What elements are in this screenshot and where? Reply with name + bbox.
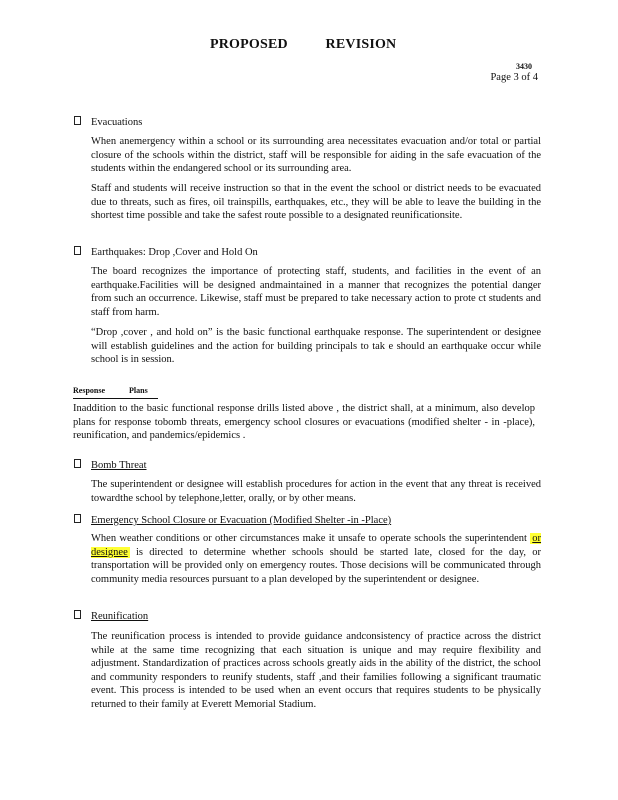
- earthquakes-paragraph-2: “Drop ,cover , and hold on” is the basic functional earthquake response. The superintendent or designee will establish guidelines and the action for building principals to tak e should an earthquake occur while school is in session.: [91, 327, 541, 366]
- response-plans-paragraph: Inaddition to the basic functional response drills listed above , the district shall, at a minimum, also develop plans for response tobomb threats, emergency school closures or evacuations (modified shelter - in -place), reunification, and pandemics/epidemics .: [73, 403, 535, 442]
- reunification-paragraph: The reunification process is intended to provide guidance andconsistency of practice across the district while at the same time recognizing that each situation is unique and may require flexibility and adjustment. Standardization of practices across schools greatly aids in the ability of the district, the school and community responders to reunify students, staff ,and their families following a significant traumatic event. This process is intended to be used when an event occurs that requires students to be physically returned to their family at Everett Memorial Stadium.: [91, 631, 541, 710]
- section-heading-emergency-closure: Emergency School Closure or Evacuation (Modified Shelter -in -Place): [91, 515, 392, 526]
- earthquakes-paragraph-1: The board recognizes the importance of protecting staff, students, and facilities in the event of an earthquake.Facilities will be designed andmaintained in a manner that recognizes the potential danger from such an occurrence. Likewise, staff must be prepared to take necessary action to prote ct students and staff from harm.: [91, 266, 541, 318]
- emergency-closure-text-after: is directed to determine whether schools should be started late, closed for the day, or transportation will be provided only on emergency routes. Those decisions will be communicated through community media resources pursuant to a plan developed by the superintendent or designee.: [91, 546, 542, 585]
- page-number: Page 3 of 4: [490, 72, 538, 83]
- emergency-closure-text-before: When weather conditions or other circumstances make it unsafe to operate schools the superintendent: [91, 533, 527, 544]
- highlighted-text: or designee: [91, 533, 542, 558]
- section-heading-evacuations: Evacuations: [91, 117, 143, 128]
- evacuations-paragraph-2: Staff and students will receive instruction so that in the event the school or district needs to be evacuated due to threats, such as fires, oil trainspills, earthquakes, etc., they will be able to leave the building in the shortest time possible and take the safest route possible to a designated reunificationsite.: [91, 183, 541, 222]
- bomb-threat-paragraph: The superintendent or designee will establish procedures for action in the event that any threat is received towardthe school by telephone,letter, orally, or by other means.: [91, 479, 541, 504]
- response-plans-heading: [73, 384, 158, 399]
- checkbox-bullet-icon: [74, 246, 81, 260]
- response-plans-word1: Response: [73, 386, 106, 395]
- checkbox-bullet-icon: [74, 459, 81, 473]
- document-title: [210, 38, 396, 52]
- title-word-proposed: PROPOSED: [210, 37, 288, 52]
- section-heading-bomb-threat: Bomb Threat: [91, 460, 147, 471]
- evacuations-paragraph-1: When anemergency within a school or its surrounding area necessitates evacuation and/or total or partial closure of the schools within the district, staff will be responsible for aiding in the safe evacuation of the students within the endangered school or its surrounding area.: [91, 136, 541, 175]
- checkbox-bullet-icon: [74, 514, 81, 528]
- title-word-revision: REVISION: [325, 37, 397, 52]
- section-heading-reunification: Reunification: [91, 611, 149, 622]
- emergency-closure-paragraph: [91, 532, 541, 586]
- response-plans-word2: Plans: [129, 386, 148, 395]
- checkbox-bullet-icon: [74, 116, 81, 130]
- policy-code: 3430: [516, 62, 532, 71]
- checkbox-bullet-icon: [74, 610, 81, 624]
- section-heading-earthquakes: Earthquakes: Drop ,Cover and Hold On: [91, 247, 258, 258]
